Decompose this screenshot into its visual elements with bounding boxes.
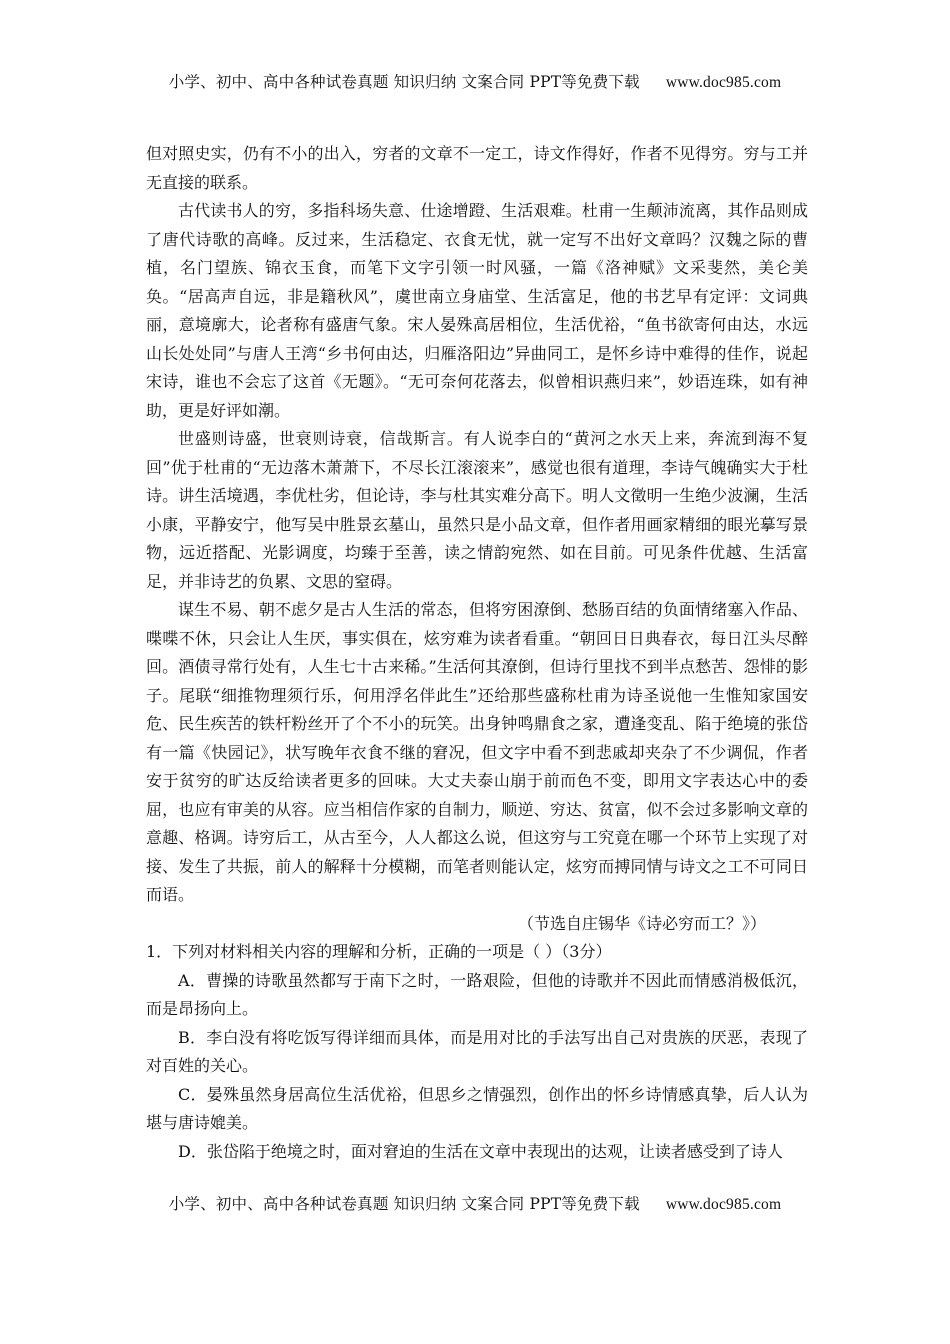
option-c: C．晏殊虽然身居高位生活优裕，但思乡之情强烈，创作出的怀乡诗情感真挚，后人认为堪与唐诗媲美。 [146,1084,808,1132]
passage-paragraph: 古代读书人的穷，多指科场失意、仕途增蹬、生活艰难。杜甫一生颠沛流离，其作品则成了唐代诗歌的高峰。反过来，生活稳定、衣食无忧，就一定写不出好文章吗？汉魏之际的曹植，名门望族、锦衣玉食，而笔下文字引领一时风骚，一篇《洛神赋》文采斐然，美仑美奂。“居高声自远，非是籍秋风”，虞世南立身庙堂、生活富足，他的书艺早有定评：文词典丽，意境廓大，论者称有盛唐气象。宋人晏殊高居相位，生活优裕，“鱼书欲寄何由达，水远山长处处同”与唐人王湾“乡书何由达，归雁洛阳边”异曲同工，是怀乡诗中难得的佳作，说起宋诗，谁也不会忘了这首《无题》。“无可奈何花落去，似曾相识燕归来”，妙语连珠，如有神助，更是好评如潮。 [146,201,808,420]
header-text: 小学、初中、高中各种试卷真题 知识归纳 文案合同 PPT等免费下载 [168,73,640,91]
option-d: D．张岱陷于绝境之时，面对窘迫的生活在文章中表现出的达观，让读者感受到了诗人 [178,1141,783,1161]
footer-text: 小学、初中、高中各种试卷真题 知识归纳 文案合同 PPT等免费下载 [168,1195,640,1213]
footer-site-link[interactable]: www.doc985.com [665,1196,782,1213]
page-footer [0,1192,950,1214]
header-site-link[interactable]: www.doc985.com [665,74,782,91]
question-title: 1．下列对材料相关内容的理解和分析，正确的一项是（ ）（3分） [146,942,612,961]
document-body [146,140,808,1166]
passage-paragraph: 但对照史实，仍有不小的出入，穷者的文章不一定工，诗文作得好，作者不见得穷。穷与工并无直接的联系。 [146,144,808,192]
page-header [0,70,950,92]
question-1 [146,938,808,1166]
reading-passage [146,140,808,938]
passage-paragraph: 谋生不易、朝不虑夕是古人生活的常态，但将穷困潦倒、愁肠百结的负面情绪塞入作品、喋喋不休，只会让人生厌，事实俱在，炫穷难为读者看重。“朝回日日典春衣，每日江头尽醉回。酒债寻常行处有，人生七十古来稀。”生活何其潦倒，但诗行里找不到半点愁苦、怨悱的影子。尾联“细推物理须行乐，何用浮名伴此生”还给那些盛称杜甫为诗圣说他一生惟知家国安危、民生疾苦的铁杆粉丝开了个不小的玩笑。出身钟鸣鼎食之家，遭逢变乱、陷于绝境的张岱有一篇《快园记》，状写晚年衣食不继的窘况，但文字中看不到悲戚却夹杂了不少调侃，作者安于贫穷的旷达反给读者更多的回味。大丈夫泰山崩于前而色不变，即用文字表达心中的委屈，也应有审美的从容。应当相信作家的自制力，顺逆、穷达、贫富，似不会过多影响文章的意趣、格调。诗穷后工，从古至今，人人都这么说，但这穷与工究竟在哪一个环节上实现了对接、发生了共振，前人的解释十分模糊，而笔者则能认定，炫穷而搏同情与诗文之工不可同日而语。 [146,600,808,904]
passage-paragraph: 世盛则诗盛，世衰则诗衰，信哉斯言。有人说李白的“黄河之水天上来，奔流到海不复回”优于杜甫的“无边落木萧萧下，不尽长江滚滚来”，感觉也很有道理，李诗气魄确实大于杜诗。讲生活境遇，李优杜劣，但论诗，李与杜其实难分高下。明人文徵明一生绝少波澜，生活小康，平静安宁，他写吴中胜景玄墓山，虽然只是小品文章，但作者用画家精细的眼光摹写景物，远近搭配、光影调度，均臻于至善，读之情韵宛然、如在目前。可见条件优越、生活富足，并非诗艺的负累、文思的窒碍。 [146,429,808,591]
option-a: A．曹操的诗歌虽然都写于南下之时，一路艰险，但他的诗歌并不因此而情感消极低沉，而是昂扬向上。 [146,970,808,1018]
option-b: B．李白没有将吃饭写得详细而具体，而是用对比的手法写出自己对贵族的厌恶，表现了对百姓的关心。 [146,1027,808,1075]
passage-source: （节选自庄锡华《诗必穷而工？》） [517,913,766,933]
